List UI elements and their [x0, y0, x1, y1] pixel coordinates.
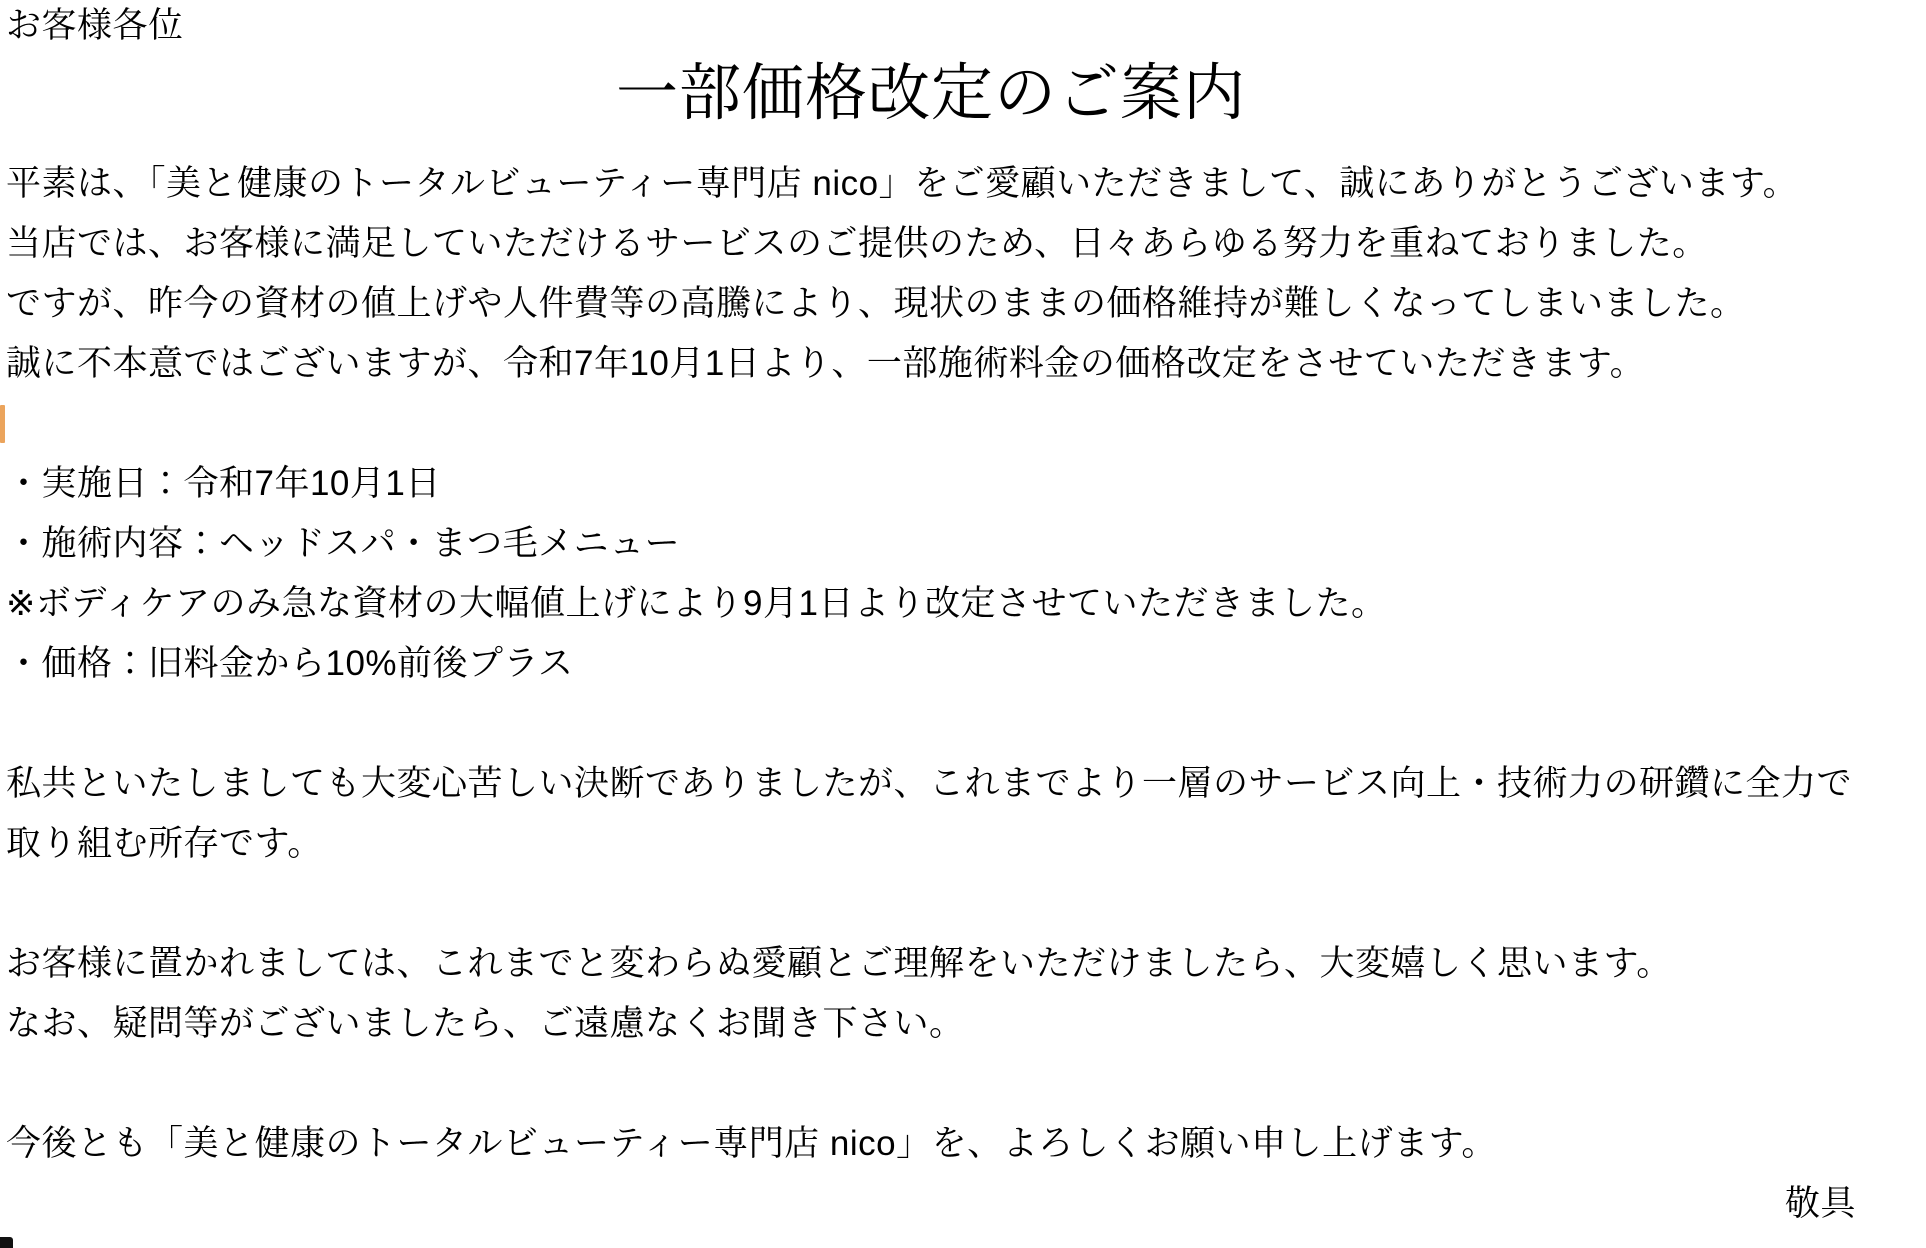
- intro-line-1[interactable]: 平素は、「美と健康のトータルビューティー専門店 nico」をご愛顧いただきまして、誠にありがとうございます。: [6, 164, 1799, 203]
- empty-line[interactable]: [6, 694, 1856, 754]
- detail-line-date[interactable]: ・実施日：令和7年10月1日: [6, 464, 441, 503]
- empty-line[interactable]: [6, 1054, 1856, 1114]
- resolve-line-2[interactable]: 取り組む所存です。: [6, 824, 323, 863]
- resolve-line-1[interactable]: 私共といたしましても大変心苦しい決断でありましたが、これまでより一層のサービス向上・技術力の研鑽に全力で: [6, 764, 1853, 803]
- salutation-line[interactable]: お客様各位: [6, 6, 184, 45]
- intro-line-4[interactable]: 誠に不本意ではございますが、令和7年10月1日より、一部施術料金の価格改定をさせていただきます。: [6, 344, 1646, 383]
- detail-line-bodycare-note[interactable]: ※ボディケアのみ急な資材の大幅値上げにより9月1日より改定させていただきました。: [6, 584, 1387, 623]
- bottom-left-ui-fragment: [0, 1237, 13, 1248]
- empty-line[interactable]: [6, 874, 1856, 934]
- empty-line-with-caret[interactable]: [6, 394, 1856, 454]
- intro-line-2[interactable]: 当店では、お客様に満足していただけるサービスのご提供のため、日々あらゆる努力を重ねておりました。: [6, 224, 1708, 263]
- detail-line-services[interactable]: ・施術内容：ヘッドスパ・まつ毛メニュー: [6, 524, 681, 563]
- text-caret: [0, 405, 5, 443]
- document-title[interactable]: 一部価格改定のご案内: [615, 59, 1246, 128]
- final-greeting-line[interactable]: 今後とも「美と健康のトータルビューティー専門店 nico」を、よろしくお願い申し上げます。: [6, 1124, 1497, 1163]
- signoff-keigu[interactable]: 敬具: [1784, 1184, 1856, 1223]
- intro-line-3[interactable]: ですが、昨今の資材の値上げや人件費等の高騰により、現状のままの価格維持が難しくなってしまいました。: [6, 284, 1746, 323]
- appreciation-line-2[interactable]: なお、疑問等がございましたら、ご遠慮なくお聞き下さい。: [6, 1004, 965, 1043]
- detail-line-price[interactable]: ・価格：旧料金から10%前後プラス: [6, 644, 574, 683]
- appreciation-line-1[interactable]: お客様に置かれましては、これまでと変わらぬ愛顧とご理解をいただけましたら、大変嬉しく思います。: [6, 944, 1672, 983]
